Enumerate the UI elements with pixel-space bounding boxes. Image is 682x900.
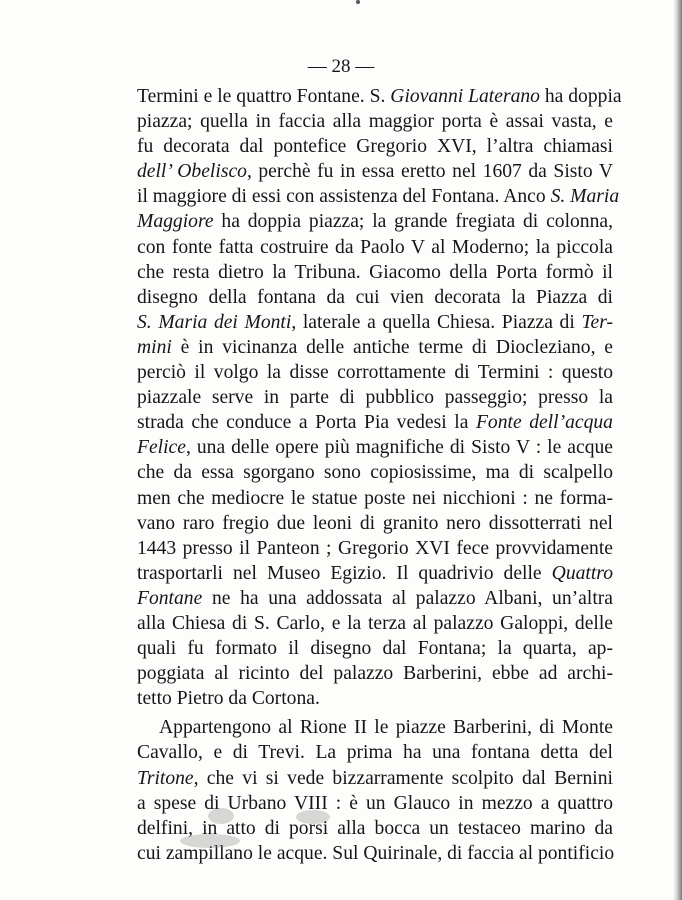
text-line [137, 410, 613, 435]
italic-text: Maggiore [137, 211, 214, 233]
italic-text: Quattro [551, 562, 613, 584]
italic-text: Fontane [137, 587, 203, 609]
text-run: piazza; quella in faccia alla maggior porta è assai vasta, e [137, 111, 613, 133]
text-run: men che mediocre le statue poste nei nicchioni : ne forma- [137, 487, 613, 509]
text-run: il maggiore di essi con assistenza del Fontana. Anco [137, 186, 551, 208]
text-run: a spese di Urbano VIII : è un Glauco in mezzo a quattro [137, 792, 613, 814]
italic-text: S. Maria dei Monti [137, 311, 292, 333]
text-run: , una delle opere più magnifiche di Sisto V : le acque [185, 437, 613, 459]
text-run: è in vicinanza delle antiche terme di Diocleziano, e [171, 336, 613, 358]
print-speck [356, 0, 360, 4]
text-line [137, 686, 613, 711]
text-line [137, 435, 613, 460]
text-run: quali fu formato il disegno dal Fontana; la quarta, ap- [137, 638, 613, 660]
text-line [137, 766, 613, 791]
text-run: ha doppia piazza; la grande fregiata di colonna, [213, 211, 613, 233]
text-run: che resta dietro la Tribuna. Giacomo della Porta formò il [137, 261, 613, 283]
text-line [137, 335, 613, 360]
italic-text: S. Maria [550, 186, 620, 208]
text-line [137, 159, 613, 184]
text-line [137, 134, 613, 159]
text-line [137, 661, 613, 686]
text-line [137, 511, 613, 536]
text-line [137, 260, 613, 285]
text-run: cui zampillano le acque. Sul Quirinale, di faccia al pontificio [137, 842, 615, 864]
text-run: che da essa sgorgano sono copiosissime, ma di scalpello [137, 462, 613, 484]
text-line [137, 209, 613, 234]
text-line [137, 310, 613, 335]
ink-smudge [296, 810, 330, 824]
text-run: , perchè fu in essa eretto nel 1607 da Sisto V [246, 161, 613, 183]
text-line [137, 586, 613, 611]
text-line [137, 84, 622, 109]
text-run: fu decorata dal pontefice Gregorio XVI, l’altra chiamasi [137, 136, 613, 158]
text-run: poggiata al ricinto del palazzo Barberini, ebbe ad archi- [137, 663, 613, 685]
text-line [137, 715, 613, 740]
text-run: disegno della fontana da cui vien decorata la Piazza di [137, 286, 613, 308]
text-run: , laterale a quella Chiesa. Piazza di [291, 311, 582, 333]
text-line [137, 460, 613, 485]
italic-text: dell’ Obelisco [137, 161, 247, 183]
text-run: , che vi si vede bizzarramente scolpito dal Bernini [193, 767, 613, 789]
ink-smudge [208, 808, 234, 824]
text-run: ha doppia [539, 86, 622, 107]
italic-text: Fonte dell’acqua [475, 412, 613, 434]
text-line [137, 235, 613, 260]
text-run: Cavallo, e di Trevi. La prima ha una fontana detta del [137, 742, 613, 764]
text-line [137, 561, 613, 586]
text-line [137, 109, 613, 134]
ink-smudge [180, 834, 240, 848]
text-run: perciò il volgo la disse corrottamente di Termini : questo [137, 362, 613, 384]
text-run: delfini, in atto di porsi alla bocca un testaceo marino da [137, 817, 613, 839]
text-line [137, 385, 613, 410]
text-line [137, 611, 613, 636]
page-number: — 28 — [307, 56, 375, 77]
text-run: alla Chiesa di S. Carlo, e la terza al palazzo Galoppi, delle [137, 612, 613, 634]
italic-text: mini [137, 336, 172, 358]
body-text [137, 84, 622, 866]
text-run: Appartengono al Rione II le piazze Barberini, di Monte [159, 717, 613, 739]
text-run: trasportarli nel Museo Egizio. Il quadrivio delle [137, 562, 552, 584]
text-run: piazzale serve in parte di pubblico passeggio; presso la [137, 387, 613, 409]
text-run: vano raro fregio due leoni di granito nero dissotterrati nel [137, 512, 613, 534]
page-edge-shadow [673, 0, 682, 900]
text-run: strada che conduce a Porta Pia vedesi la [137, 412, 476, 434]
text-line [137, 536, 613, 561]
text-run: Termini e le quattro Fontane. S. [137, 86, 391, 107]
text-line [137, 740, 613, 765]
text-line [137, 360, 613, 385]
text-line [137, 486, 613, 511]
text-line [137, 184, 620, 209]
italic-text: Giovanni Laterano [390, 86, 540, 107]
text-run: con fonte fatta costruire da Paolo V al Moderno; la piccola [137, 236, 613, 258]
text-run: ne ha una addossata al palazzo Albani, un’altra [202, 587, 613, 609]
italic-text: Felice [137, 437, 186, 459]
text-run: 1443 presso il Panteon ; Gregorio XVI fece provvidamente [137, 537, 613, 559]
text-line [137, 285, 613, 310]
text-line [137, 636, 613, 661]
italic-text: Ter- [581, 311, 613, 333]
text-run: tetto Pietro da Cortona. [137, 688, 320, 710]
italic-text: Tritone [137, 767, 194, 789]
